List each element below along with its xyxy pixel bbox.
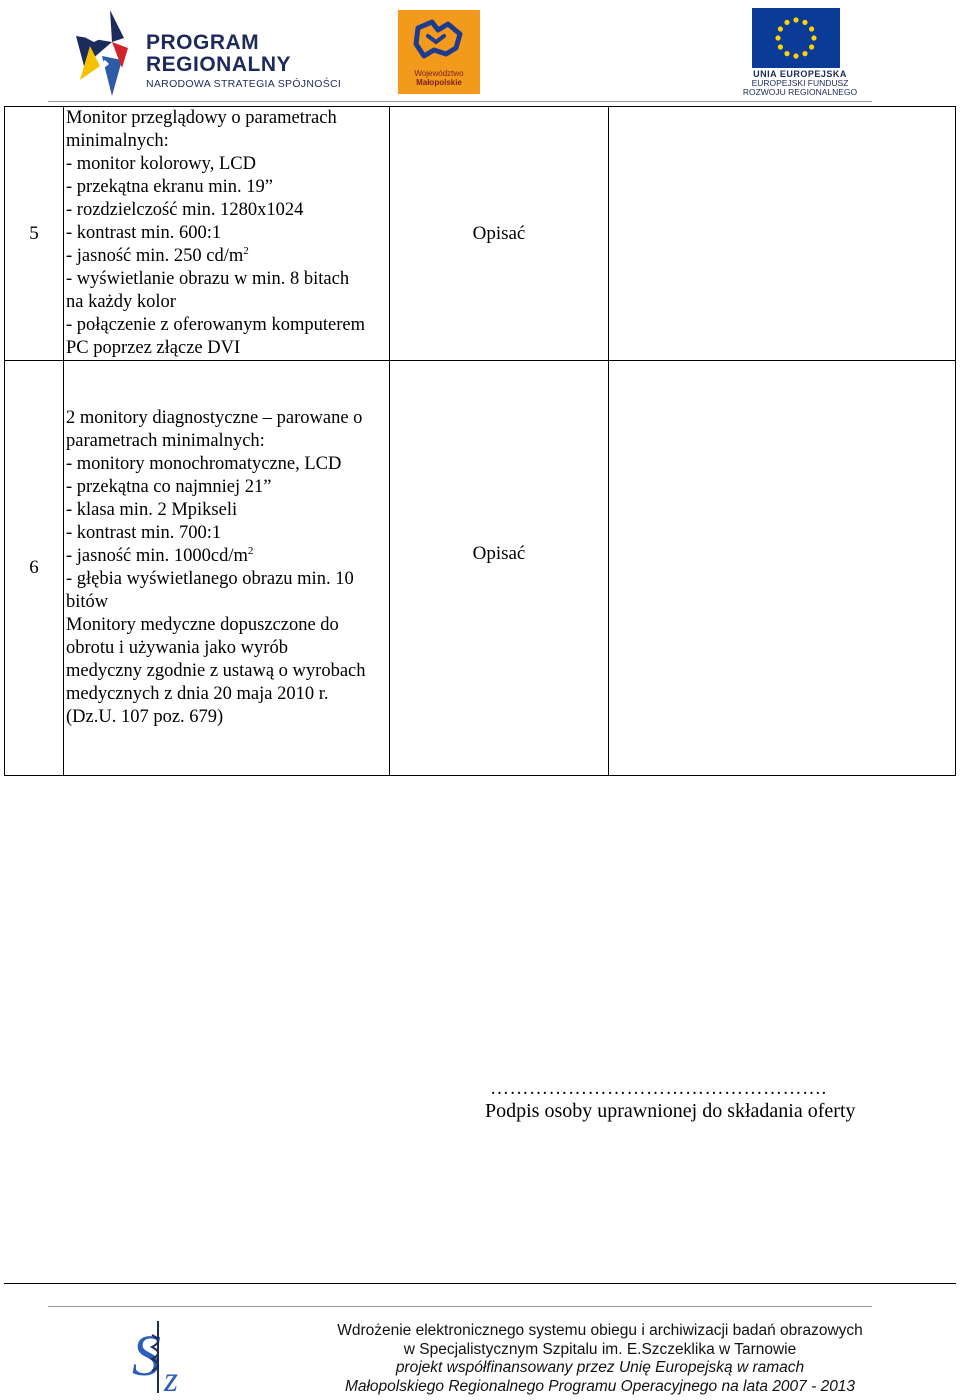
eu-caption-line1: UNIA EUROPEJSKA [753,69,847,79]
row-number: 6 [5,361,64,776]
program-logo-line2: REGIONALNY [146,53,292,76]
signature-label: Podpis osoby uprawnionej do składania oferty [485,1100,856,1122]
eu-caption-line3: ROZWOJU REGIONALNEGO [742,87,858,98]
description-line: - kontrast min. 700:1 [66,523,222,543]
row-number: 5 [5,107,64,361]
description-line: na każdy kolor [66,292,176,312]
malopolska-region-logo [398,10,480,94]
footer-thin-divider [48,1306,872,1307]
malopolska-line2: Małopolskie [416,77,462,87]
description-line: - wyświetlanie obrazu w min. 8 bitach [66,269,350,289]
program-regionalny-logo [72,8,342,98]
offer-parameter-cell: Opisać [390,107,609,361]
description-line: 2 monitory diagnostyczne – parowane o [66,408,363,428]
footer-line4: Małopolskiego Regionalnego Programu Operacyjnego na lata 2007 - 2013 [344,1377,856,1395]
table-row [5,107,956,361]
hospital-logo-graphic [128,1315,198,1395]
description-line: - klasa min. 2 Mpikseli [66,500,238,520]
empty-value-cell[interactable] [609,107,956,361]
hospital-logo [128,1315,198,1395]
description-line: Monitory medyczne dopuszczone do [66,615,339,635]
eu-logo-caption [740,70,860,97]
description-line: Monitor przeglądowy o parametrach [66,108,337,128]
footer-line2: w Specjalistycznym Szpitalu im. E.Szczeklika w Tarnowie [403,1340,797,1358]
description-line: PC poprzez złącze DVI [66,338,241,358]
description-line: - monitor kolorowy, LCD [66,154,256,174]
table-row [5,361,956,776]
description-line: parametrach minimalnych: [66,431,265,451]
eu-stars-icon [752,8,840,68]
program-logo-line1: PROGRAM [146,31,260,54]
offer-parameter-cell: Opisać [390,361,609,776]
description-line: - rozdzielczość min. 1280x1024 [66,200,304,220]
superscript: 2 [247,545,254,557]
description-line: - kontrast min. 600:1 [66,223,222,243]
malopolska-logo-text [398,70,480,88]
description-line: obrotu i używania jako wyrób [66,638,288,658]
footer-line3: projekt współfinansowany przez Unię Europejską w ramach [395,1359,805,1376]
footer-project-info [300,1322,900,1396]
description-line: - przekątna ekranu min. 19” [66,177,274,197]
superscript: 2 [243,245,249,257]
description-line: - przekątna co najmniej 21” [66,477,272,497]
logo-letter-s: S [132,1323,161,1388]
specification-table [4,106,956,776]
description-line: - monitory monochromatyczne, LCD [66,454,342,474]
description-line [66,545,389,568]
description-line: (Dz.U. 107 poz. 679) [66,707,224,727]
program-logo-line3: NARODOWA STRATEGIA SPÓJNOŚCI [146,78,342,90]
program-regionalny-emblem [72,8,142,98]
description-text: - jasność min. 1000cd/m [66,546,248,566]
header-divider [48,101,872,102]
description-text: - jasność min. 250 cd/m [66,246,244,266]
footer-divider [4,1283,956,1284]
description-line: - głębia wyświetlanego obrazu min. 10 [66,569,354,589]
signature-line: ……………………………………………. [490,1078,827,1099]
eu-caption-line2: EUROPEJSKI FUNDUSZ [751,78,849,89]
description-line: minimalnych: [66,131,169,151]
row-description [64,361,390,776]
row-description [64,107,390,361]
eu-flag-logo [752,8,840,68]
description-line: bitów [66,592,109,612]
description-line [66,245,389,268]
malopolska-emblem [398,10,480,70]
logo-letter-z: z [164,1359,179,1395]
footer-line1: Wdrożenie elektronicznego systemu obiegu i archiwizacji badań obrazowych [337,1322,863,1339]
empty-value-cell[interactable] [609,361,956,776]
description-line: medyczny zgodnie z ustawą o wyrobach [66,661,366,681]
description-line: - połączenie z oferowanym komputerem [66,315,365,335]
malopolska-line1: Województwo [414,69,464,78]
description-line: medycznych z dnia 20 maja 2010 r. [66,684,329,704]
